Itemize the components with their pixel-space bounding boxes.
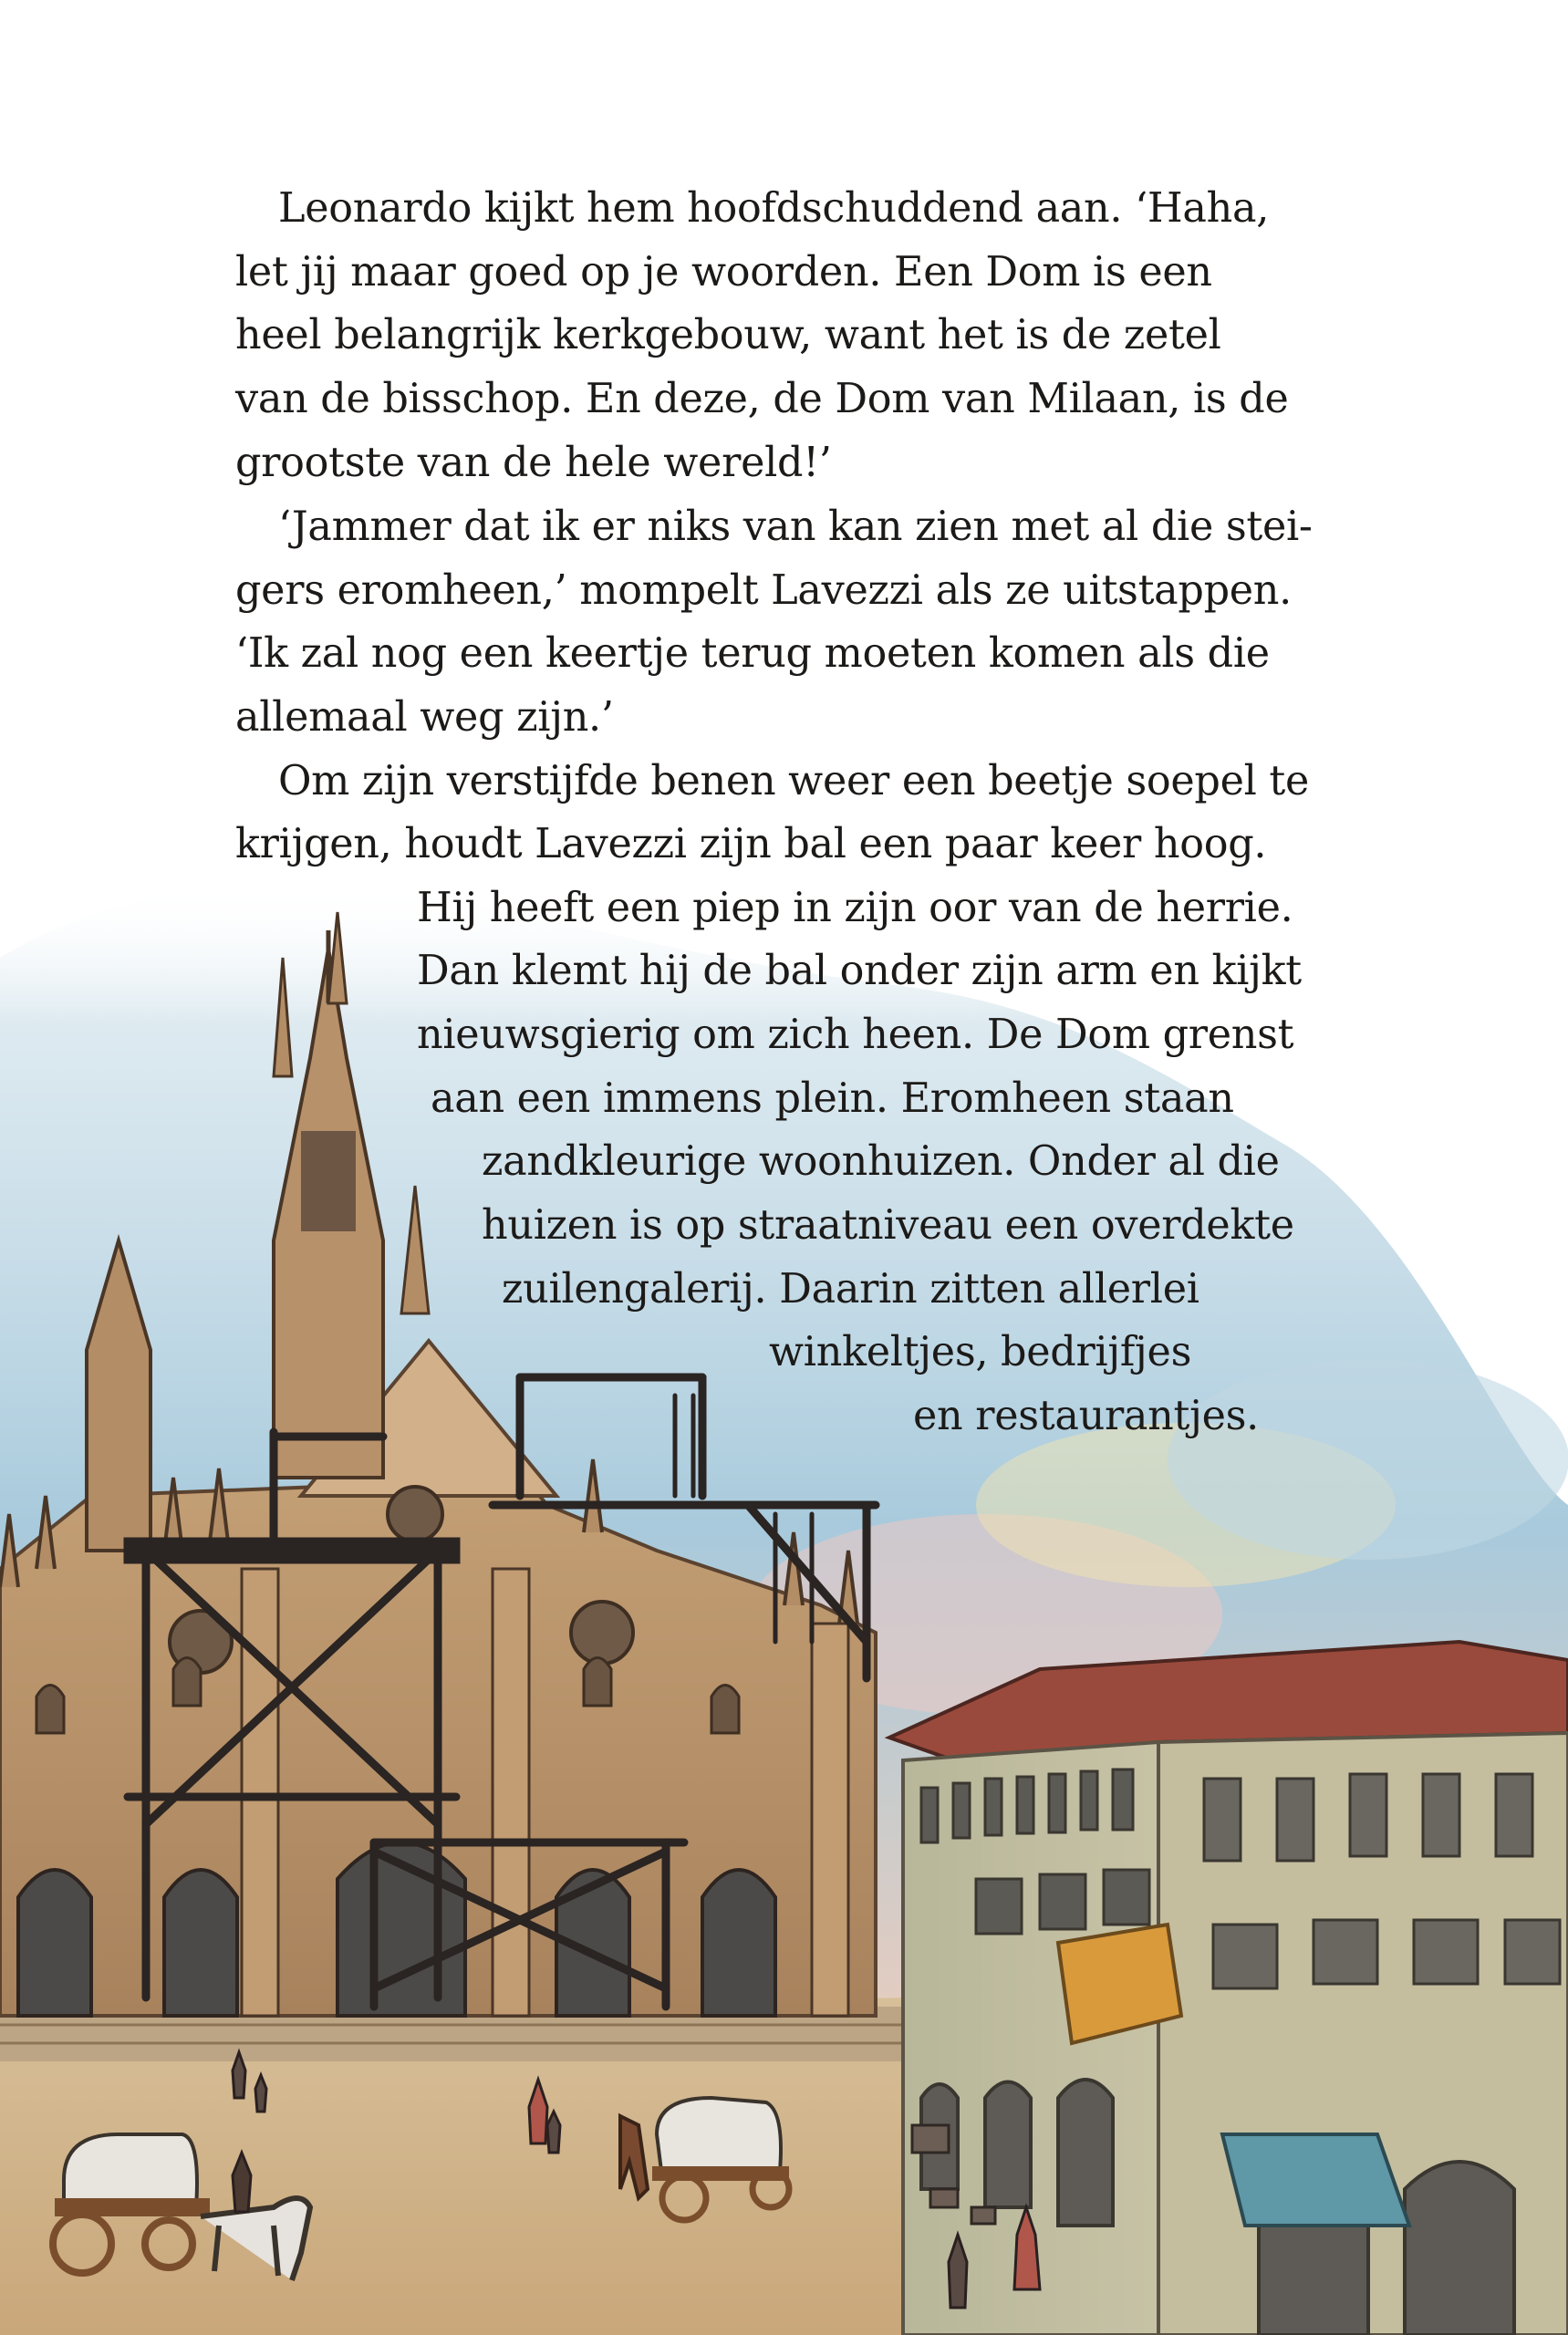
awning-teal xyxy=(1222,2134,1409,2226)
text-line: ‘Jammer dat ik er niks van kan zien met al die stei- xyxy=(278,503,1313,550)
portal-left xyxy=(18,1870,91,2016)
text-line: nieuwsgierig om zich heen. De Dom grenst xyxy=(417,1012,1294,1058)
text-line: van de bisschop. En deze, de Dom van Milaan, is de xyxy=(235,376,1289,422)
townhouse-right xyxy=(889,1642,1568,2335)
text-line: zuilengalerij. Daarin zitten allerlei xyxy=(502,1266,1199,1313)
rose-window-right xyxy=(571,1602,633,1664)
text-line: krijgen, houdt Lavezzi zijn bal een paar keer hoog. xyxy=(235,821,1267,867)
text-line: let jij maar goed op je woorden. Een Dom is een xyxy=(235,249,1212,296)
text-line: gers eromheen,’ mompelt Lavezzi als ze uitstappen. xyxy=(235,567,1292,614)
text-line: aan een immens plein. Eromheen staan xyxy=(431,1075,1234,1122)
text-line: Hij heeft een piep in zijn oor van de herrie. xyxy=(417,885,1293,931)
text-line: zandkleurige woonhuizen. Onder al die xyxy=(482,1138,1280,1185)
text-line: en restaurantjes. xyxy=(913,1393,1260,1439)
text-line: Leonardo kijkt hem hoofdschuddend aan. ‘Haha, xyxy=(278,185,1270,232)
portal-right xyxy=(702,1870,775,2016)
text-line: huizen is op straatniveau een overdekte xyxy=(482,1202,1294,1249)
text-line: winkeltjes, bedrijfjes xyxy=(769,1329,1192,1375)
text-line: grootste van de hele wereld!’ xyxy=(235,440,832,486)
text-line: allemaal weg zijn.’ xyxy=(235,694,614,741)
text-line: ‘Ik zal nog een keertje terug moeten komen als die xyxy=(235,630,1270,677)
text-line: Dan klemt hij de bal onder zijn arm en kijkt xyxy=(417,948,1302,994)
text-line: Om zijn verstijfde benen weer een beetje soepel te xyxy=(278,758,1310,804)
text-line: heel belangrijk kerkgebouw, want het is de zetel xyxy=(235,312,1221,358)
portal-2 xyxy=(164,1870,237,2016)
rose-window-center xyxy=(388,1487,442,1541)
